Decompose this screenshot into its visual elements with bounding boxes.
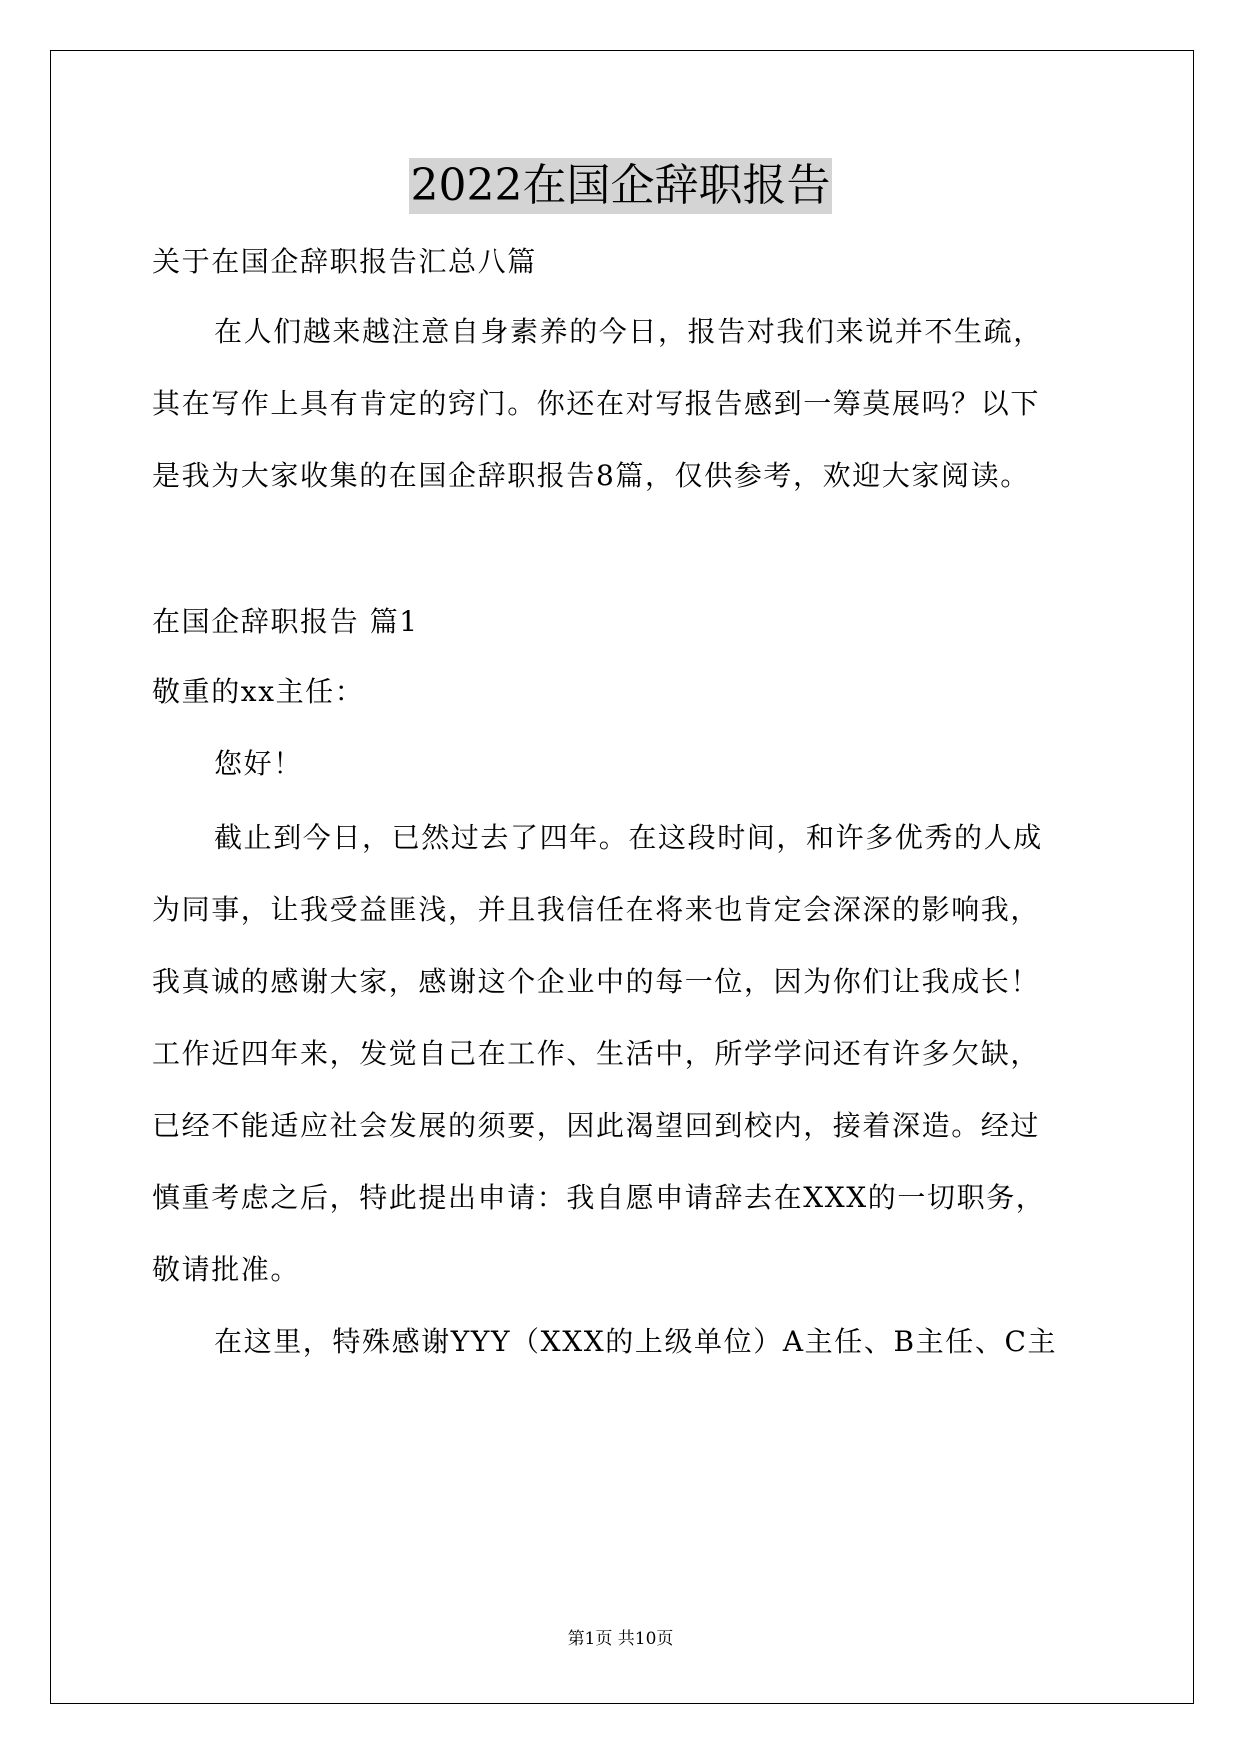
intro-line: 其在写作上具有肯定的窍门。你还在对写报告感到一筹莫展吗？以下 [152,387,1041,420]
body-line: 慎重考虑之后，特此提出申请：我自愿申请辞去在XXX的一切职务， [152,1181,1046,1214]
title-container [0,158,1241,214]
intro-line: 在人们越来越注意自身素养的今日，报告对我们来说并不生疏， [214,315,1043,348]
greeting: 您好！ [214,747,303,780]
body-line: 工作近四年来，发觉自己在工作、生活中，所学学问还有许多欠缺， [152,1037,1041,1070]
section-heading: 在国企辞职报告 篇1 [152,605,419,638]
body-line: 在这里，特殊感谢YYY（XXX的上级单位）A主任、B主任、C主 [214,1325,1058,1358]
body-line: 敬请批准。 [152,1253,301,1286]
salutation: 敬重的xx主任： [152,675,365,708]
body-line: 为同事，让我受益匪浅，并且我信任在将来也肯定会深深的影响我， [152,893,1041,926]
body-line: 截止到今日，已然过去了四年。在这段时间，和许多优秀的人成 [214,821,1043,854]
page-border [50,50,1194,1704]
document-title: 2022在国企辞职报告 [409,158,833,214]
body-line: 已经不能适应社会发展的须要，因此渴望回到校内，接着深造。经过 [152,1109,1041,1142]
body-line: 我真诚的感谢大家，感谢这个企业中的每一位，因为你们让我成长！ [152,965,1041,998]
page-footer: 第1页 共10页 [567,1629,674,1649]
document-subtitle: 关于在国企辞职报告汇总八篇 [152,245,537,278]
intro-line: 是我为大家收集的在国企辞职报告8篇，仅供参考，欢迎大家阅读。 [152,459,1030,492]
